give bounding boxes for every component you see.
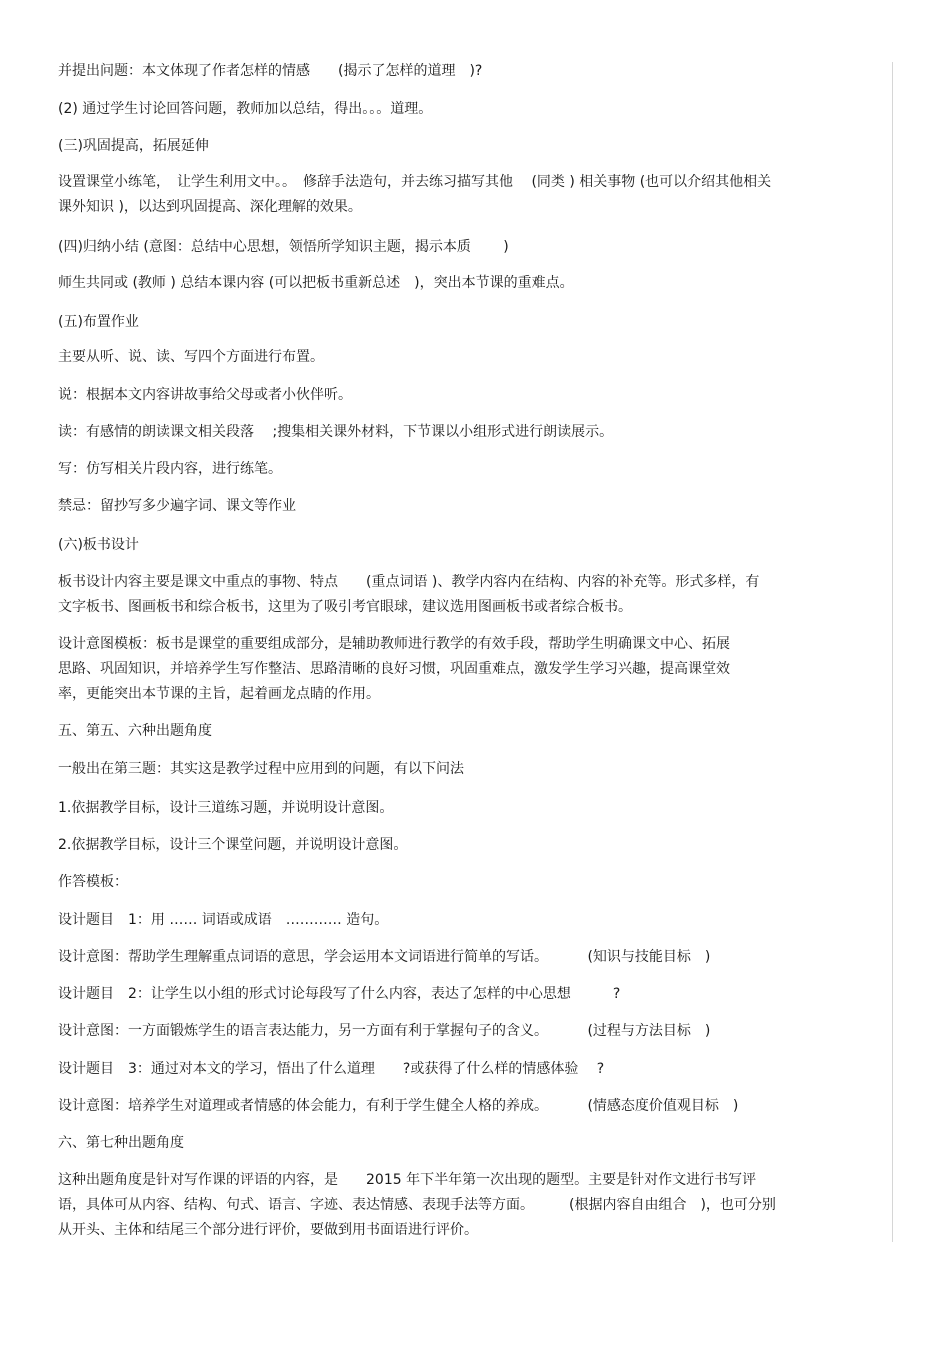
paragraph-design-intent-1: 设计意图：帮助学生理解重点词语的意思，学会运用本文词语进行简单的写话。 (知识与技能目标 ) (58, 949, 711, 965)
paragraph-angle-intro: 一般出在第三题：其实这是教学过程中应用到的问题，有以下问法 (58, 761, 464, 777)
heading-blackboard: (六)板书设计 (58, 537, 139, 553)
heading-consolidate: (三)巩固提高，拓展延伸 (58, 138, 209, 154)
paragraph-practice: 设置课堂小练笔， 让学生利用文中。。 修辞手法造句，并去练习描写其他 (同类 ) 相关事物 (也可以介绍其他相关 课外知识 )，以达到巩固提高、深化理解的效果。 (58, 174, 772, 215)
paragraph-homework-taboo: 禁忌：留抄写多少遍字词、课文等作业 (58, 498, 296, 514)
paragraph-blackboard: 板书设计内容主要是课文中重点的事物、特点 (重点词语 )、教学内容内在结构、内容的补充等。形式多样，有 文字板书、图画板书和综合板书，这里为了吸引考官眼球，建议选用图画板书或者综合板书。 (58, 574, 760, 615)
paragraph-design-intent-2: 设计意图：一方面锻炼学生的语言表达能力，另一方面有利于掌握句子的含义。 (过程与方法目标 ) (58, 1023, 711, 1039)
paragraph-homework-write: 写：仿写相关片段内容，进行练笔。 (58, 461, 282, 477)
paragraph-question-type-2: 2.依据教学目标，设计三个课堂问题，并说明设计意图。 (58, 837, 408, 853)
paragraph-design-question-2: 设计题目 2：让学生以小组的形式讨论每段写了什么内容，表达了怎样的中心思想 ? (58, 986, 621, 1002)
paragraph-homework-read: 读：有感情的朗读课文相关段落 ;搜集相关课外材料，下节课以小组形式进行朗读展示。 (58, 424, 614, 440)
heading-angle-5-6: 五、第五、六种出题角度 (58, 723, 212, 739)
paragraph-question-intro: 并提出问题：本文体现了作者怎样的情感 (揭示了怎样的道理 )? (58, 63, 483, 79)
paragraph-summary: 师生共同或 (教师 ) 总结本课内容 (可以把板书重新总述 )，突出本节课的重难点。 (58, 275, 574, 291)
paragraph-blackboard-intent: 设计意图模板：板书是课堂的重要组成部分，是辅助教师进行教学的有效手段，帮助学生明确课文中心、拓展 思路、巩固知识，并培养学生写作整洁、思路清晰的良好习惯，巩固重难点，激发学生学习兴趣，提高课堂效 率，更能突出本节课的主旨，起着画龙点睛的作用。 (58, 636, 730, 702)
paragraph-homework-speak: 说：根据本文内容讲故事给父母或者小伙伴听。 (58, 387, 352, 403)
heading-homework: (五)布置作业 (58, 314, 139, 330)
paragraph-angle-7: 这种出题角度是针对写作课的评语的内容，是 2015 年下半年第一次出现的题型。主要是针对作文进行书写评 语，具体可从内容、结构、句式、语言、字迹、表达情感、表现手法等方面。 (根据内容自由组合 )，也可分别 从开头、主体和结尾三个部分进行评价，要做到用书面语进行评价。 (58, 1172, 776, 1238)
heading-summary: (四)归纳小结 (意图：总结中心思想，领悟所学知识主题，揭示本质 ) (58, 239, 509, 255)
paragraph-design-question-3: 设计题目 3：通过对本文的学习，悟出了什么道理 ?或获得了什么样的情感体验 ? (58, 1061, 605, 1077)
paragraph-design-question-1: 设计题目 1：用 …… 词语或成语 ………… 造句。 (58, 912, 389, 928)
paragraph-design-intent-3: 设计意图：培养学生对道理或者情感的体会能力，有利于学生健全人格的养成。 (情感态度价值观目标 ) (58, 1098, 739, 1114)
heading-angle-7: 六、第七种出题角度 (58, 1135, 184, 1151)
page-edge-rule (892, 62, 893, 1242)
paragraph-discussion-step: (2) 通过学生讨论回答问题，教师加以总结，得出。。。道理。 (58, 101, 433, 117)
paragraph-homework-intro: 主要从听、说、读、写四个方面进行布置。 (58, 349, 324, 365)
paragraph-question-type-1: 1.依据教学目标，设计三道练习题，并说明设计意图。 (58, 800, 394, 816)
paragraph-answer-template: 作答模板： (58, 874, 128, 890)
